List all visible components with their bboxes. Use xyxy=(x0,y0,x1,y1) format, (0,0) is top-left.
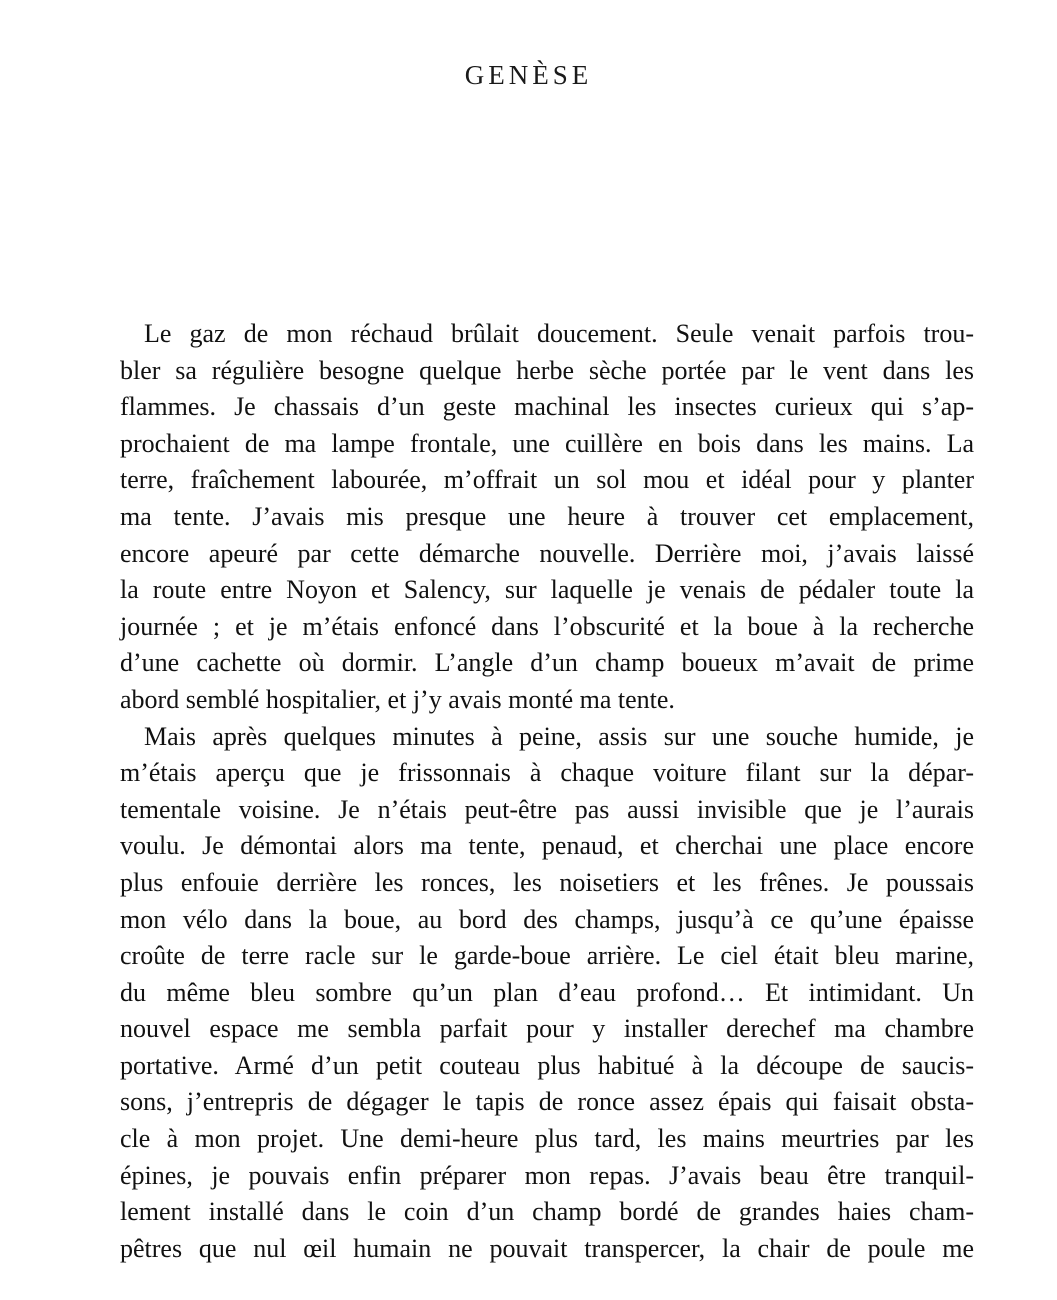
text-line: abord semblé hospitalier, et j’y avais monté ma tente. xyxy=(120,684,675,714)
text-line: Le gaz de mon réchaud brûlait doucement. Seule venait parfois trou- xyxy=(144,319,974,348)
text-line: tementale voisine. Je n’étais peut-être pas aussi invisible que je l’aurais xyxy=(120,794,974,824)
text-line: flammes. Je chassais d’un geste machinal les insectes curieux qui s’ap- xyxy=(120,392,974,422)
text-line: plus enfouie derrière les ronces, les noisetiers et les frênes. Je poussais xyxy=(120,867,974,897)
text-line: Mais après quelques minutes à peine, assis sur une souche humide, je xyxy=(144,721,974,751)
text-line: la route entre Noyon et Salency, sur laquelle je venais de pédaler toute la xyxy=(120,575,974,605)
paragraph xyxy=(120,316,974,719)
text-line: d’une cachette où dormir. L’angle d’un champ boueux m’avait de prime xyxy=(120,648,974,678)
text-line: épines, je pouvais enfin préparer mon repas. J’avais beau être tranquil- xyxy=(120,1160,974,1190)
text-line: bler sa régulière besogne quelque herbe sèche portée par le vent dans les xyxy=(120,355,974,385)
paragraph xyxy=(120,719,974,1268)
text-line: mon vélo dans la boue, au bord des champs, jusqu’à ce qu’une épaisse xyxy=(120,904,974,934)
text-line: encore apeuré par cette démarche nouvelle. Derrière moi, j’avais laissé xyxy=(120,538,974,568)
text-line: du même bleu sombre qu’un plan d’eau profond… Et intimidant. Un xyxy=(120,977,974,1007)
text-line: prochaient de ma lampe frontale, une cuillère en bois dans les mains. La xyxy=(120,428,974,458)
text-line: ma tente. J’avais mis presque une heure à trouver cet emplacement, xyxy=(120,501,974,531)
text-line: m’étais aperçu que je frissonnais à chaque voiture filant sur la dépar- xyxy=(120,758,974,788)
text-line: croûte de terre racle sur le garde-boue arrière. Le ciel était bleu marine, xyxy=(120,941,974,971)
text-line: nouvel espace me sembla parfait pour y installer derechef ma chambre xyxy=(120,1014,974,1044)
text-line: journée ; et je m’étais enfoncé dans l’obscurité et la boue à la recherche xyxy=(120,611,974,641)
chapter-title: GENÈSE xyxy=(464,60,593,90)
text-line: voulu. Je démontai alors ma tente, penaud, et cherchai une place encore xyxy=(120,831,974,861)
body-text xyxy=(120,316,974,1267)
text-line: portative. Armé d’un petit couteau plus habitué à la découpe de saucis- xyxy=(120,1050,974,1080)
text-line: terre, fraîchement labourée, m’offrait un sol mou et idéal pour y planter xyxy=(120,465,974,495)
text-line: sons, j’entrepris de dégager le tapis de ronce assez épais qui faisait obsta- xyxy=(120,1087,974,1117)
text-line: pêtres que nul œil humain ne pouvait transpercer, la chair de poule me xyxy=(120,1233,974,1263)
text-line: lement installé dans le coin d’un champ bordé de grandes haies cham- xyxy=(120,1197,974,1227)
text-line: cle à mon projet. Une demi-heure plus tard, les mains meurtries par les xyxy=(120,1124,974,1154)
